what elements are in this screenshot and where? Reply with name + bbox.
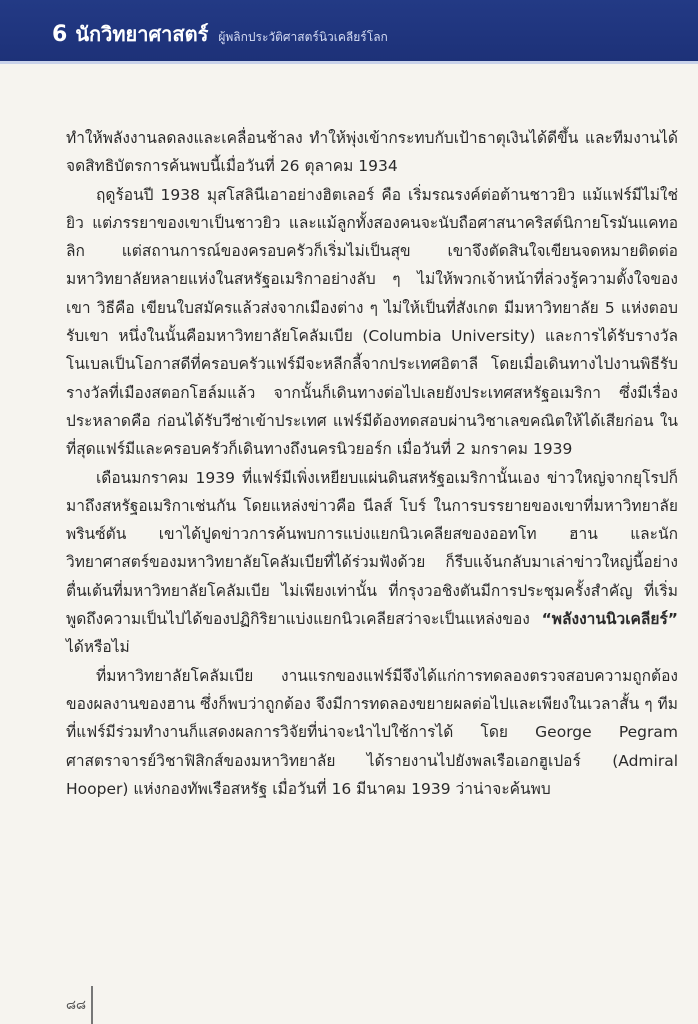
footer-divider	[91, 986, 93, 1024]
book-title: นักวิทยาศาสตร์	[75, 22, 209, 46]
nuclear-energy-emphasis: “พลังงานนิวเคลียร์”	[541, 610, 678, 629]
page-number: ๘๘	[66, 998, 87, 1013]
chapter-number: 6	[52, 22, 68, 47]
header-title-group	[52, 18, 388, 50]
book-subtitle: ผู้พลิกประวัติศาสตร์นิวเคลียร์โลก	[218, 30, 388, 44]
paragraph-3-text-b: ได้หรือไม่	[66, 638, 130, 657]
paragraph-3-text-a: เดือนมกราคม 1939 ที่แฟร์มีเพิ่งเหยียบแผ่นดินสหรัฐอเมริกานั้นเอง ข่าวใหญ่จากยุโรปก็มาถึงสหรัฐอเมริกาเช่นกัน โดยแหล่งข่าวคือ นีลส์ โบร์ ในการบรรยายของเขาที่มหาวิทยาลัยพรินซ์ตัน เขาได้ปูดข่าวการค้นพบการแบ่งแยกนิวเคลียสของออทโท ฮาน และนักวิทยาศาสตร์ของมหาวิทยาลัยโคลัมเบียที่ได้ร่วมฟังด้วย ก็รีบแจ้นกลับมาเล่าข่าวใหญ่นี้อย่างตื่นเต้นที่มหาวิทยาลัยโคลัมเบีย ไม่เพียงเท่านั้น ที่กรุงวอชิงตันมีการประชุมครั้งสำคัญ ที่เริ่มพูดถึงความเป็นไปได้ของปฏิกิริยาแบ่งแยกนิวเคลียสว่าจะเป็นแหล่งของ	[66, 468, 678, 629]
page-header	[0, 0, 698, 64]
page-footer	[0, 986, 698, 1024]
paragraph-2: ฤดูร้อนปี 1938 มุสโสลินีเอาอย่างฮิตเลอร์ คือ เริ่มรณรงค์ต่อต้านชาวยิว แม้แฟร์มีไม่ใช่ยิว แต่ภรรยาของเขาเป็นชาวยิว และแม้ลูกทั้งสองคนจะนับถือศาสนาคริสต์นิกายโรมันแคทอลิก แต่สถานการณ์ของครอบครัวก็เริ่มไม่เป็นสุข เขาจึงตัดสินใจเขียนจดหมายติดต่อมหาวิทยาลัยหลายแห่งในสหรัฐอเมริกาอย่างลับ ๆ ไม่ให้พวกเจ้าหน้าที่ล่วงรู้ความตั้งใจของเขา วิธีคือ เขียนใบสมัครแล้วส่งจากเมืองต่าง ๆ ไม่ให้เป็นที่สังเกต มีมหาวิทยาลัย 5 แห่งตอบรับเขา หนึ่งในนั้นคือมหาวิทยาลัยโคลัมเบีย (Columbia University) และการได้รับรางวัลโนเบลเป็นโอกาสดีที่ครอบครัวแฟร์มีจะหลีกลี้จากประเทศอิตาลี โดยเมื่อเดินทางไปงานพิธีรับรางวัลที่เมืองสตอกโฮล์มแล้ว จากนั้นก็เดินทางต่อไปเลยยังประเทศสหรัฐอเมริกา ซึ่งมีเรื่องประหลาดคือ ก่อนได้รับวีซ่าเข้าประเทศ แฟร์มีต้องทดสอบผ่านวิชาเลขคณิตให้ได้เสียก่อน ในที่สุดแฟร์มีและครอบครัวก็เดินทางถึงนครนิวยอร์ก เมื่อวันที่ 2 มกราคม 1939	[66, 185, 678, 459]
paragraph-1: ทำให้พลังงานลดลงและเคลื่อนช้าลง ทำให้พุ่งเข้ากระทบกับเป้าธาตุเงินได้ดีขึ้น และทีมงานได้จดสิทธิบัตรการค้นพบนี้เมื่อวันที่ 26 ตุลาคม 1934	[66, 129, 678, 176]
article-body	[66, 124, 678, 803]
paragraph-3	[66, 464, 678, 662]
paragraph-4: ที่มหาวิทยาลัยโคลัมเบีย งานแรกของแฟร์มีจึงได้แก่การทดลองตรวจสอบความถูกต้องของผลงานของฮาน ซึ่งก็พบว่าถูกต้อง จึงมีการทดลองขยายผลต่อไปและเพียงในเวลาสั้น ๆ ทีมที่แฟร์มีร่วมทำงานก็แสดงผลการวิจัยที่น่าจะนำไปใช้การได้ โดย George Pegram ศาสตราจารย์วิชาฟิสิกส์ของมหาวิทยาลัย ได้รายงานไปยังพลเรือเอกฮูเปอร์ (Admiral Hooper) แห่งกองทัพเรือสหรัฐ เมื่อวันที่ 16 มีนาคม 1939 ว่าน่าจะค้นพบ	[66, 666, 678, 798]
